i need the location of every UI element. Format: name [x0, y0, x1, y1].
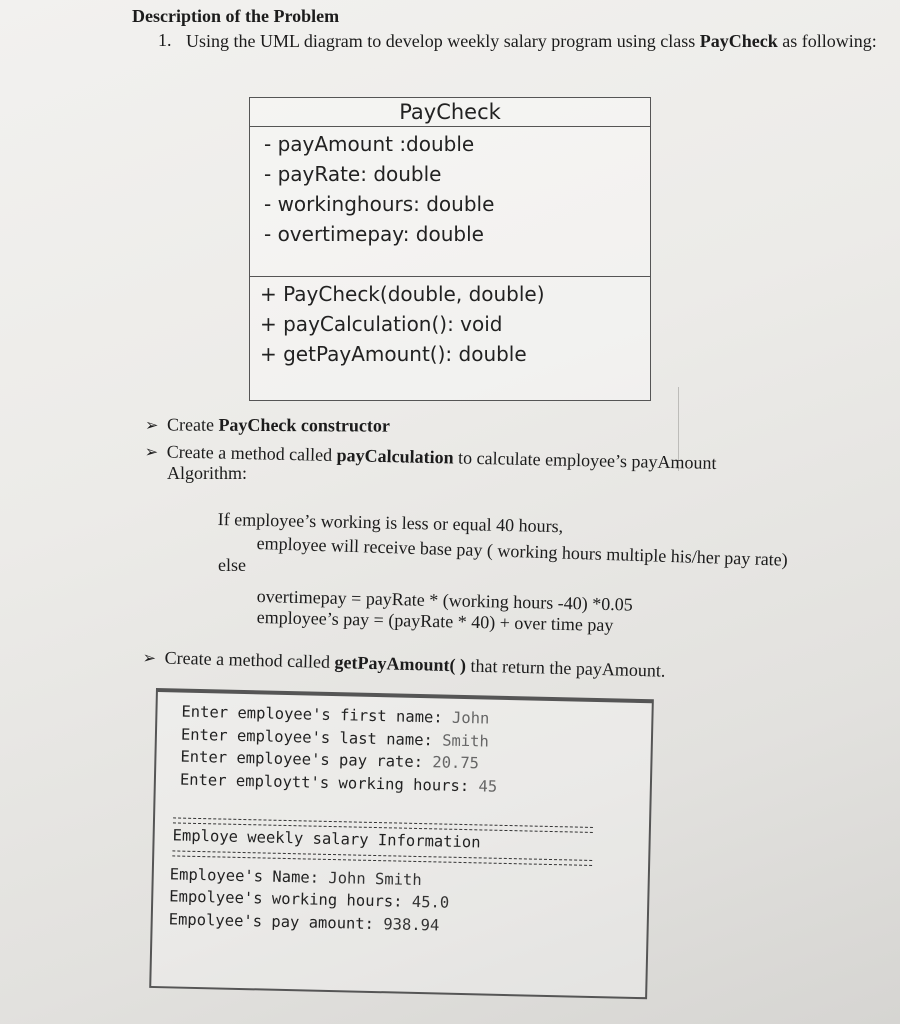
console-output: [149, 688, 654, 999]
console-result-value: 45.0: [411, 892, 450, 912]
algorithm-line: employee will receive base pay ( working hours multiple his/her pay rate): [256, 532, 789, 570]
bullet-text: Create a method called: [166, 441, 337, 466]
console-input-value: Smith: [441, 731, 490, 751]
console-label: Empolyee's pay amount:: [168, 909, 384, 933]
uml-class-diagram: [249, 97, 651, 401]
console-label: Enter employee's pay rate:: [180, 747, 433, 772]
algorithm-line: employee’s pay = (payRate * 40) + over time pay: [256, 606, 614, 636]
problem-number: 1.: [158, 30, 172, 50]
arrow-bullet-icon: ➢: [142, 647, 157, 668]
bullet-bold: PayCheck constructor: [218, 414, 390, 436]
bullet-constructor: [145, 413, 390, 437]
bullet-text-after: to calculate employee’s payAmount: [453, 447, 717, 473]
bullet-bold: getPayAmount( ): [334, 652, 467, 676]
arrow-bullet-icon: ➢: [144, 415, 159, 435]
uml-attribute: - overtimepay: double: [264, 222, 484, 246]
console-label: Enter employtt's working hours:: [179, 770, 479, 795]
console-result-value: 938.94: [383, 914, 440, 934]
uml-attribute: - payAmount :double: [264, 132, 475, 156]
console-input-value: 20.75: [432, 753, 480, 773]
bullet-text-after: that return the payAmount.: [465, 655, 666, 681]
algorithm-else: else: [218, 555, 246, 575]
arrow-bullet-icon: ➢: [144, 441, 159, 462]
uml-method: + payCalculation(): void: [260, 312, 503, 336]
console-input-value: 45: [478, 776, 498, 796]
uml-methods: [250, 277, 650, 369]
problem-text-before: Using the UML diagram to develop weekly salary program using class: [186, 31, 700, 51]
console-label: Enter employee's last name:: [180, 725, 443, 750]
problem-text-after: as following:: [777, 31, 877, 51]
uml-class-name: PayCheck: [250, 98, 650, 127]
uml-method: + PayCheck(double, double): [260, 282, 545, 306]
console-result-value: John Smith: [328, 868, 422, 889]
bullet-text: Create: [166, 414, 219, 435]
uml-method: + getPayAmount(): double: [260, 342, 527, 366]
bullet-getpayamount: [142, 646, 665, 683]
uml-attributes: [250, 127, 650, 277]
problem-heading: Description of the Problem: [132, 6, 340, 26]
algorithm-line: overtimepay = payRate * (working hours -40) *0.05: [256, 585, 633, 615]
bullet-text: Create a method called: [164, 647, 335, 673]
console-input-value: John: [451, 708, 490, 728]
console-label: Enter employee's first name:: [181, 702, 453, 727]
uml-attribute: - payRate: double: [264, 162, 442, 186]
uml-attribute: - workinghours: double: [264, 192, 495, 216]
console-section-title: Employe weekly salary Information: [172, 826, 481, 852]
algorithm-label: Algorithm:: [167, 463, 247, 483]
problem-class-name: PayCheck: [699, 31, 778, 51]
algorithm-line: If employee’s working is less or equal 40 hours,: [217, 508, 564, 537]
console-label: Empolyee's working hours:: [169, 887, 413, 911]
problem-statement: [186, 30, 896, 53]
bullet-bold: payCalculation: [336, 445, 454, 468]
console-label: Employee's Name:: [169, 864, 329, 887]
